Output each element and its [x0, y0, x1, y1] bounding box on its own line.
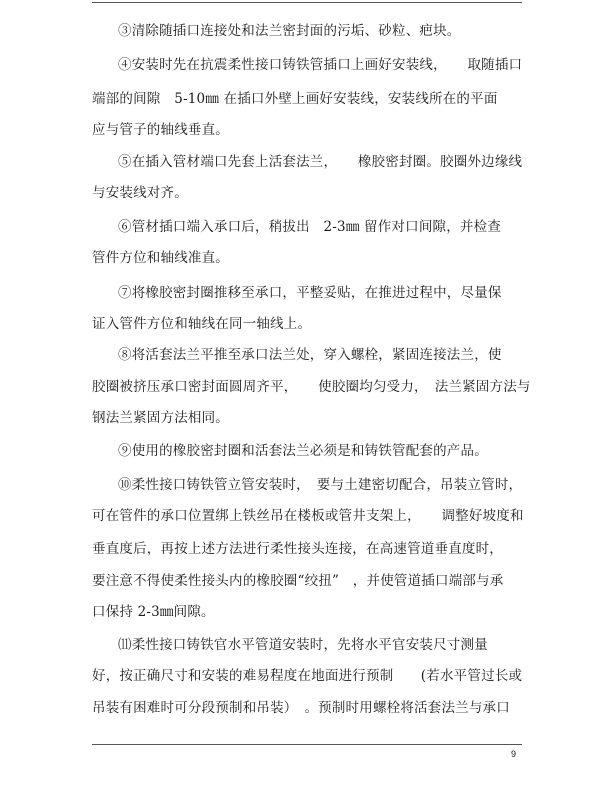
text-line-12: 胶圈被挤压承口密封面圆周齐平， 使胶圈均匀受力， 法兰紧固方法与 [92, 379, 531, 395]
text-line-2: ④安装时先在抗震柔性接口铸铁管插口上画好安装线， 取随插口 [118, 57, 523, 73]
text-line-6: 与安装线对齐。 [92, 185, 188, 201]
text-line-21: 好，按正确尺寸和安装的难易程度在地面进行预制 (若水平管过长或 [92, 668, 523, 684]
header-rule [92, 2, 522, 3]
text-line-8: 管件方位和轴线准直。 [92, 250, 229, 266]
text-line-20: ⑾柔性接口铸铁官水平管道安装时，先将水平官安装尺寸测量 [118, 637, 488, 653]
text-line-22: 吊装有困难时可分段预制和吊装） 。预制时用螺栓将活套法兰与承口 [92, 700, 510, 716]
text-line-10: 证入管件方位和轴线在同一轴线上。 [92, 316, 312, 332]
text-line-15: ⑩柔性接口铸铁管立管安装时， 要与土建密切配合，吊装立管时， [118, 477, 523, 493]
text-line-9: ⑦将橡胶密封圈推移至承口，平整妥贴，在推进过程中，尽量保 [118, 285, 502, 301]
text-line-4: 应与管子的轴线垂直。 [92, 122, 229, 138]
text-line-7: ⑥管材插口端入承口后，稍拔出 2-3㎜ 留作对口间隙，并检查 [118, 219, 502, 235]
text-line-17: 垂直度后，再按上述方法进行柔性接头连接，在高速管道垂直度时， [92, 541, 503, 557]
text-line-5: ⑤在插入管材端口先套上活套法兰， 橡胶密封圈。胶圈外边缘线 [118, 154, 523, 170]
text-line-11: ⑧将活套法兰平推至承口法兰处，穿入螺栓，紧固连接法兰，使 [118, 347, 502, 363]
page-number: 9 [511, 749, 517, 759]
text-line-16: 可在管件的承口位置绑上铁丝吊在楼板或管井支架上， 调整好坡度和 [92, 508, 524, 524]
text-line-18: 要注意不得使柔性接头内的橡胶圈“绞扭” ，并使管道插口端部与承 [92, 573, 504, 589]
text-line-3: 端部的间隙 5-10㎜ 在插口外壁上画好安装线，安装线所在的平面 [92, 91, 498, 107]
text-line-14: ⑨使用的橡胶密封圈和活套法兰必须是和铸铁管配套的产品。 [118, 443, 488, 459]
text-line-1: ③清除随插口连接处和法兰密封面的污垢、砂粒、疤块。 [118, 23, 461, 39]
text-line-13: 钢法兰紧固方法相同。 [92, 410, 229, 426]
text-line-19: 口保持 2-3㎜间隙。 [92, 604, 215, 620]
footer-rule [92, 744, 522, 745]
